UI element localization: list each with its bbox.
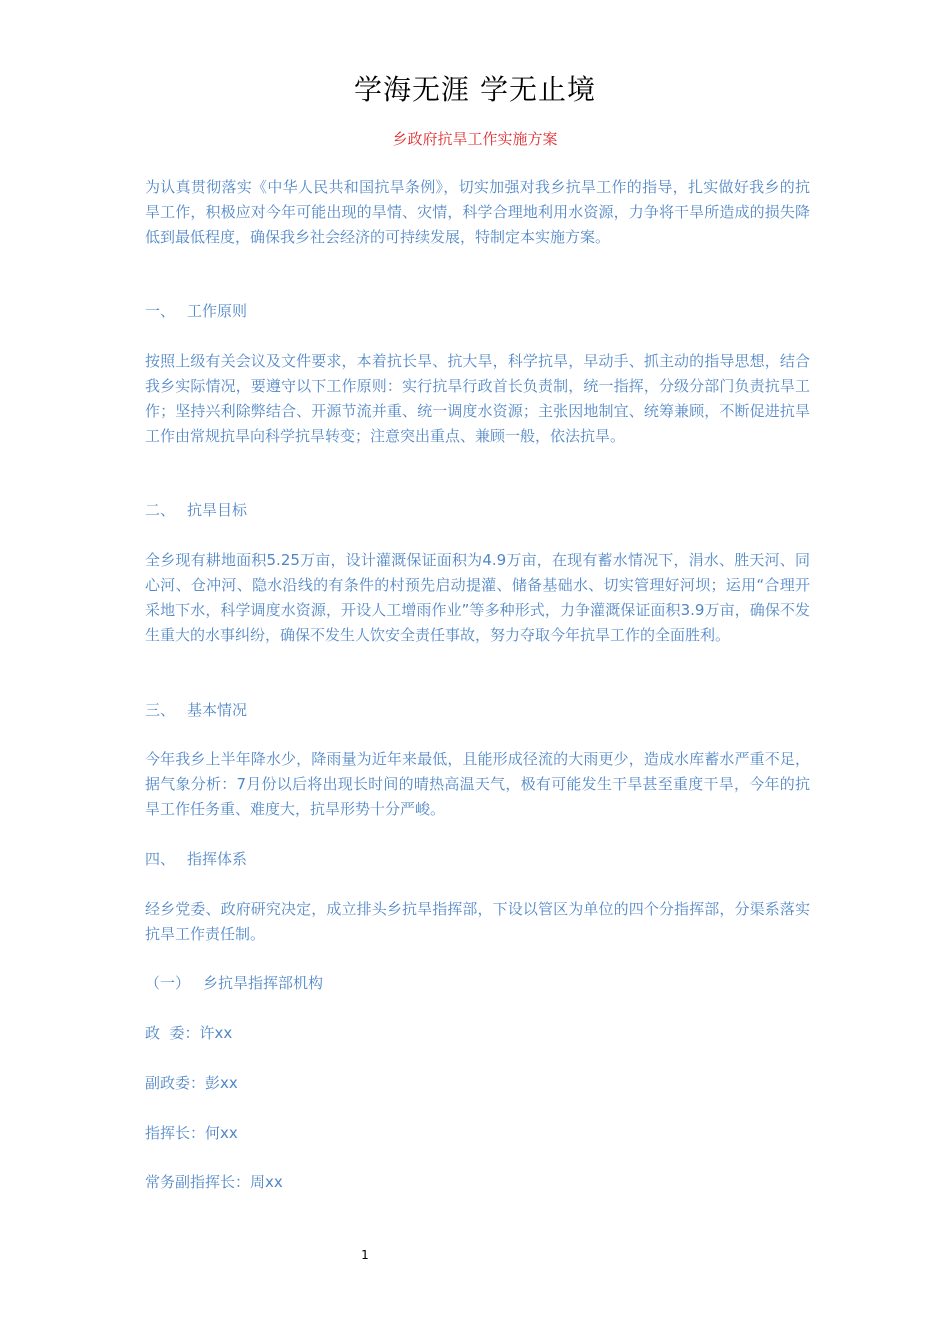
member-line-1: 政 委：许xx xyxy=(145,1024,233,1042)
member-line-4: 常务副指挥长：周xx xyxy=(145,1173,283,1191)
section-heading-4 xyxy=(145,847,247,872)
section-number: 一、 xyxy=(145,302,176,320)
section-body-2: 全乡现有耕地面积5.25万亩，设计灌溉保证面积为4.9万亩，在现有蓄水情况下，涓水、胜天河、同心河、仓冲河、隐水沿线的有条件的村预先启动提灌、储备基础水、切实管理好河坝；运用“合理开采地下水，科学调度水资源，开设人工增雨作业”等多种形式，力争灌溉保证面积3.9万亩，确保不发生重大的水事纠纷，确保不发生人饮安全责任事故，努力夺取今年抗旱工作的全面胜利。 xyxy=(145,551,810,644)
section-title: 工作原则 xyxy=(187,302,248,320)
section-title: 基本情况 xyxy=(187,701,248,719)
intro-paragraph: 为认真贯彻落实《中华人民共和国抗旱条例》，切实加强对我乡抗旱工作的指导，扎实做好我乡的抗旱工作，积极应对今年可能出现的旱情、灾情，科学合理地利用水资源，力争将干旱所造成的损失降低到最低程度，确保我乡社会经济的可持续发展，特制定本实施方案。 xyxy=(145,178,810,246)
subsection-number: （一） xyxy=(145,974,191,992)
section-number: 四、 xyxy=(145,850,176,868)
section-heading-1 xyxy=(145,299,247,324)
section-body-1: 按照上级有关会议及文件要求，本着抗长旱、抗大旱，科学抗旱，早动手、抓主动的指导思想，结合我乡实际情况，要遵守以下工作原则：实行抗旱行政首长负责制，统一指挥，分级分部门负责抗旱工作；坚持兴利除弊结合、开源节流并重、统一调度水资源；主张因地制宜、统筹兼顾，不断促进抗旱工作由常规抗旱向科学抗旱转变；注意突出重点、兼顾一般，依法抗旱。 xyxy=(145,352,810,445)
page-header: 学海无涯 学无止境 xyxy=(354,73,596,106)
subsection-title: 乡抗旱指挥部机构 xyxy=(203,974,324,992)
section-body-4: 经乡党委、政府研究决定，成立排头乡抗旱指挥部，下设以管区为单位的四个分指挥部，分渠系落实抗旱工作责任制。 xyxy=(145,900,810,943)
section-title: 抗旱目标 xyxy=(187,501,248,519)
member-line-3: 指挥长：何xx xyxy=(145,1124,238,1142)
section-title: 指挥体系 xyxy=(187,850,248,868)
section-heading-3 xyxy=(145,698,247,723)
section-number: 二、 xyxy=(145,501,176,519)
subsection-heading xyxy=(145,971,323,996)
member-line-2: 副政委：彭xx xyxy=(145,1074,238,1092)
section-number: 三、 xyxy=(145,701,176,719)
section-body-3: 今年我乡上半年降水少，降雨量为近年来最低，且能形成径流的大雨更少，造成水库蓄水严重不足，据气象分析：7月份以后将出现长时间的晴热高温天气，极有可能发生干旱甚至重度干旱，今年的抗旱工作任务重、难度大，抗旱形势十分严峻。 xyxy=(145,750,810,818)
document-title: 乡政府抗旱工作实施方案 xyxy=(392,130,558,148)
page-number: 1 xyxy=(361,1248,369,1262)
section-heading-2 xyxy=(145,498,247,523)
